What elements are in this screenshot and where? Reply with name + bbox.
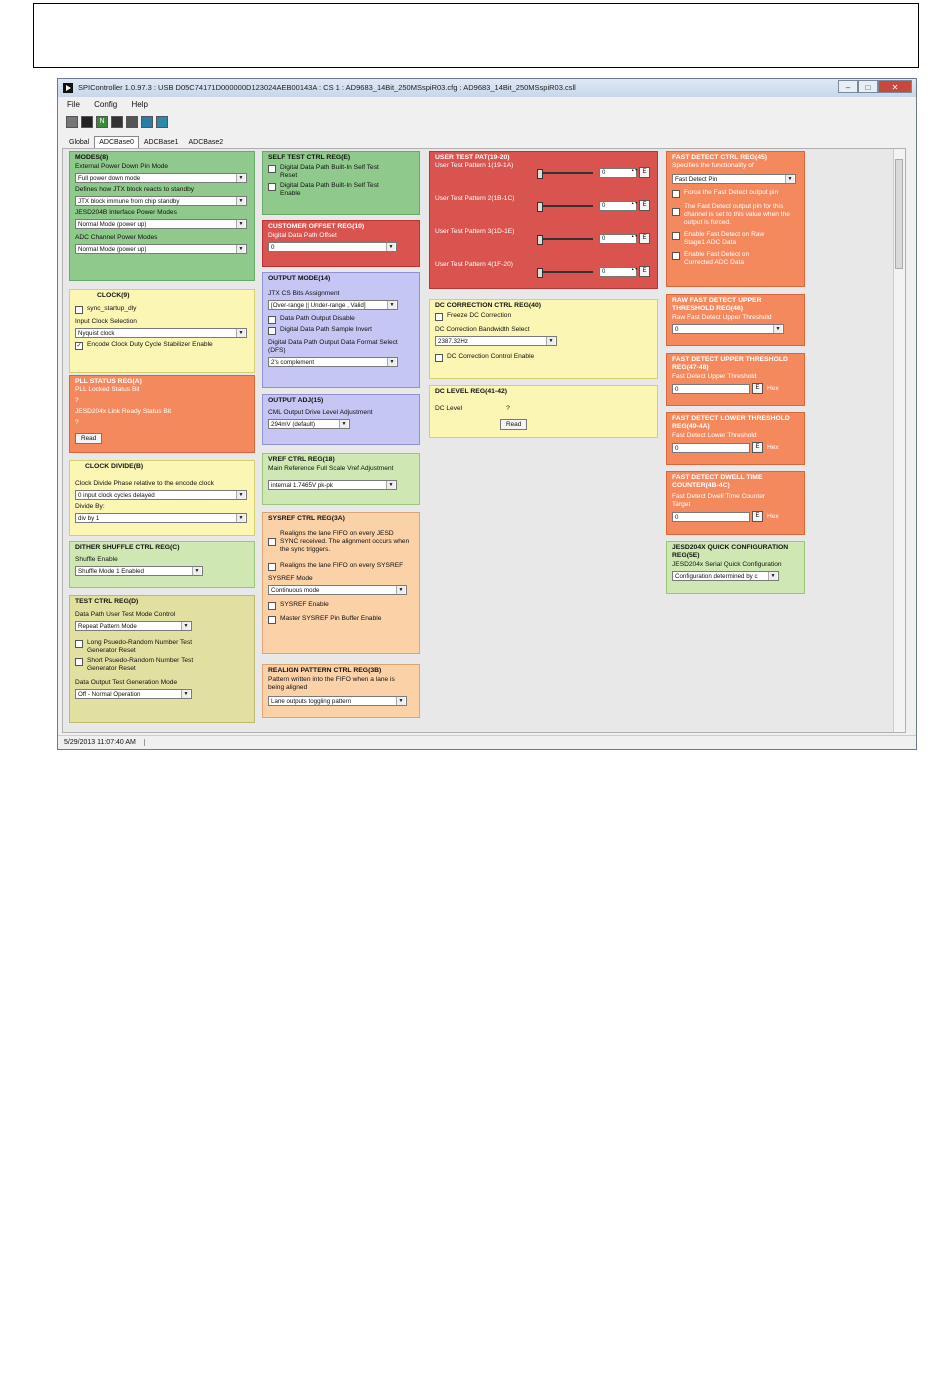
chevron-down-icon: ▼ [192,567,201,575]
panel-dwell-time [666,471,805,535]
realign-on-sync-checkbox[interactable]: Realigns the lane FIFO on every JESD SYNC received. The alignment occurs when the sync triggers. [268,530,413,554]
label: DC Level [435,405,463,412]
fd-raw-stage1-checkbox[interactable]: Enable Fast Detect on Raw Stage1 ADC Data [672,231,784,247]
tab-adcbase2[interactable]: ADCBase2 [188,139,224,146]
input-clock-dropdown[interactable]: Nyquist clock ▼ [75,328,247,338]
user-test-pattern-row [435,162,652,195]
realign-pattern-dropdown[interactable]: Lane outputs toggling pattern ▼ [268,696,407,706]
checkbox-icon [435,313,443,321]
chevron-down-icon: ▼ [396,586,405,594]
pattern-slider[interactable] [537,203,593,208]
pll-locked-value: ? [75,397,79,404]
pattern-value-input[interactable]: 0 ▲▼ [599,168,637,178]
checkbox-icon [75,640,83,648]
data-format-dropdown[interactable]: 2's complement ▼ [268,357,398,367]
bist-reset-checkbox[interactable]: Digital Data Path Built-In Self Test Reset [268,164,386,180]
checkbox-icon [672,190,680,198]
minimize-button[interactable]: – [838,80,858,93]
checkbox-icon [268,316,276,324]
scrollbar-thumb[interactable] [895,159,903,269]
panel-title: CLOCK(9) [97,292,130,299]
jtx-cs-bits-dropdown[interactable]: [Over-range || Under-range , Valid] ▼ [268,300,398,310]
status-timestamp: 5/29/2013 11:07:40 AM [64,739,145,746]
panel-test-ctrl [69,595,255,723]
label: Pattern written into the FIFO when a lane is being aligned [268,676,395,691]
label: Raw Fast Detect Upper Threshold [672,314,772,321]
panel-title: REALIGN PATTERN CTRL REG(3B) [268,667,382,674]
chevron-down-icon: ▼ [785,175,794,183]
label: User Test Pattern 3(1D-1E) [435,228,515,235]
hex-label: Hex [767,513,779,521]
label: Data Output Test Generation Mode [75,679,178,686]
panel-title: MODES(8) [75,154,109,161]
pattern-slider[interactable] [537,236,593,241]
panel-upper-threshold [666,353,805,406]
label: JTX CS Bits Assignment [268,290,340,297]
chevron-down-icon: ▼ [773,325,782,333]
read-button[interactable]: Read [75,433,102,444]
menu-bar [58,98,151,112]
pattern-slider[interactable] [537,170,593,175]
dc-correction-enable-checkbox[interactable]: DC Correction Control Enable [435,353,652,362]
label: External Power Down Pin Mode [75,163,169,170]
checkbox-icon [435,354,443,362]
spi-controller-window [57,78,917,750]
user-test-pattern-row [435,261,652,289]
close-button[interactable]: ✕ [878,80,912,93]
upper-threshold-e-button[interactable]: E [752,383,763,394]
checkbox-icon [268,538,276,546]
chevron-down-icon: ▼ [387,301,396,309]
panel-title: OUTPUT ADJ(15) [268,397,324,404]
label: Fast Detect Upper Threshold [672,373,757,380]
label: JESD204x Serial Quick Configuration [672,561,782,568]
realign-on-sysref-checkbox[interactable]: Realigns the lane FIFO on every SYSREF [268,562,414,571]
upper-threshold-input[interactable]: 0 [672,384,750,394]
chart-icon[interactable] [141,116,153,128]
panel-dither-shuffle [69,541,255,588]
tab-global[interactable]: Global [69,139,90,146]
chevron-down-icon: ▼ [236,174,245,182]
link-ready-value: ? [75,419,79,426]
label: Fast Detect Dwell Time Counter Target [672,493,766,508]
panel-title: TEST CTRL REG(D) [75,598,139,605]
label: Input Clock Selection [75,318,137,325]
fd-corrected-checkbox[interactable]: Enable Fast Detect on Corrected ADC Data [672,251,772,267]
chevron-down-icon: ▼ [236,329,245,337]
sysref-enable-checkbox[interactable]: SYSREF Enable [268,601,414,610]
menu-file[interactable]: File [67,100,80,109]
chevron-down-icon: ▼ [181,690,190,698]
vertical-scrollbar[interactable] [893,149,905,732]
label: User Test Pattern 1(19-1A) [435,162,514,169]
checkbox-icon [268,602,276,610]
panel-user-test-pattern [429,151,658,289]
pattern-value-input[interactable]: 0 ▲▼ [599,201,637,211]
shuffle-enable-dropdown[interactable]: Shuffle Mode 1 Enabled ▼ [75,566,203,576]
panel-clock [69,289,255,373]
pattern-e-button[interactable]: E [639,167,650,178]
checkbox-icon [75,306,83,314]
data-path-offset-dropdown[interactable]: 0 ▼ [268,242,397,252]
sample-invert-checkbox[interactable]: Digital Data Path Sample Invert [268,326,414,335]
chevron-down-icon: ▼ [236,245,245,253]
panel-title: PLL STATUS REG(A) [75,378,142,385]
panel-customer-offset [262,220,420,267]
short-prn-reset-checkbox[interactable]: Short Psuedo-Random Number Test Generator Reset [75,657,195,673]
dc-bandwidth-dropdown[interactable]: 2387.32Hz ▼ [435,336,557,346]
panel-title: VREF CTRL REG(18) [268,456,335,463]
menu-config[interactable]: Config [94,100,118,109]
checkbox-icon [268,327,276,335]
panel-pll-status [69,375,255,453]
register-panel-area [62,148,906,733]
pattern-value-input[interactable]: 0 ▲▼ [599,267,637,277]
panel-output-mode [262,272,420,388]
label: JESD204B Interface Power Modes [75,209,177,216]
label: Data Path User Test Mode Control [75,611,176,618]
checkbox-icon [672,232,680,240]
bist-enable-checkbox[interactable]: Digital Data Path Built-In Self Test Enable [268,182,386,198]
label: User Test Pattern 2(1B-1C) [435,195,515,202]
panel-dc-level [429,385,658,438]
grid-icon[interactable] [126,116,138,128]
new-icon[interactable] [66,116,78,128]
jesd-power-mode-dropdown[interactable]: Normal Mode (power up) ▼ [75,219,247,229]
clock-divide-phase-dropdown[interactable]: 0 input clock cycles delayed ▼ [75,490,247,500]
lower-threshold-input[interactable]: 0 [672,443,750,453]
hex-label: Hex [767,385,779,393]
panel-modes [69,151,255,281]
dwell-counter-e-button[interactable]: E [752,511,763,522]
panel-vref-ctrl [262,453,420,505]
panel-realign-pattern [262,664,420,718]
duty-cycle-stabilizer-checkbox[interactable]: ✓ Encode Clock Duty Cycle Stabilizer Enable [76,341,213,349]
tab-adcbase0[interactable]: ADCBase0 [94,136,139,149]
chevron-down-icon: ▼ [386,243,395,251]
checkbox-icon [672,208,680,216]
chevron-down-icon: ▼ [181,622,190,630]
checkbox-icon [75,658,83,666]
freeze-dc-correction-checkbox[interactable]: Freeze DC Correction [435,312,652,321]
label: Fast Detect Lower Threshold [672,432,757,439]
panel-title: USER TEST PAT(19-20) [435,154,510,161]
chevron-down-icon: ▼ [768,572,777,580]
panel-title: DC LEVEL REG(41-42) [435,388,508,395]
panel-output-adj [262,394,420,445]
panel-title: SYSREF CTRL REG(3A) [268,515,345,522]
checkbox-icon [268,183,276,191]
user-test-mode-dropdown[interactable]: Repeat Pattern Mode ▼ [75,621,192,631]
lower-threshold-e-button[interactable]: E [752,442,763,453]
settings-icon[interactable] [156,116,168,128]
label: User Test Pattern 4(1F-20) [435,261,513,268]
chevron-down-icon: ▼ [236,491,245,499]
fast-detect-function-dropdown[interactable]: Fast Detect Pin ▼ [672,174,796,184]
panel-title: FAST DETECT CTRL REG(45) [672,154,768,161]
panel-lower-threshold [666,412,805,465]
panel-title: FAST DETECT DWELL TIME COUNTER(4B-4C) [672,474,763,489]
output-disable-checkbox[interactable]: Data Path Output Disable [268,315,414,324]
chevron-down-icon: ▼ [236,514,245,522]
label: DC Correction Bandwidth Select [435,326,530,333]
label: ADC Channel Power Modes [75,234,158,241]
panel-title: SELF TEST CTRL REG(E) [268,154,351,161]
panel-dc-correction [429,299,658,379]
pattern-slider[interactable] [537,269,593,274]
panel-clock-divide [69,460,255,536]
toolbar [66,116,168,130]
label: JESD204x Link Ready Status Bit [75,408,172,415]
page-header-box [33,3,919,68]
label: CML Output Drive Level Adjustment [268,409,373,416]
jesd-quick-config-dropdown[interactable]: Configuration determined by c ▼ [672,571,779,581]
divide-by-dropdown[interactable]: div by 1 ▼ [75,513,247,523]
save-icon[interactable] [81,116,93,128]
panel-title: OUTPUT MODE(14) [268,275,331,282]
checkbox-icon [268,563,276,571]
checkbox-icon [268,616,276,624]
chevron-down-icon: ▼ [386,481,395,489]
jtx-standby-dropdown[interactable]: JTX block immune from chip standby ▼ [75,196,247,206]
adc-power-mode-dropdown[interactable]: Normal Mode (power up) ▼ [75,244,247,254]
label: Digital Data Path Offset [268,232,337,239]
panel-title: CLOCK DIVIDE(B) [85,463,144,470]
check-mark-icon: ✓ [76,343,82,349]
pattern-e-button[interactable]: E [639,233,650,244]
checkbox-icon [672,252,680,260]
chevron-down-icon: ▼ [339,420,348,428]
title-bar [58,79,916,97]
label: Defines how JTX block reacts to standby [75,186,195,193]
label: Digital Data Path Output Data Format Select (DFS) [268,339,398,354]
fd-forced-value-checkbox[interactable]: The Fast Detect output pin for this channel is set to this value when the output is forced. [672,203,799,227]
status-bar [58,735,916,750]
label: Main Reference Full Scale Vref Adjustment [268,465,394,472]
long-prn-reset-checkbox[interactable]: Long Psuedo-Random Number Test Generator Reset [75,639,195,655]
label: Clock Divide Phase relative to the encode clock [75,480,214,487]
panel-raw-upper-threshold [666,294,805,346]
menu-help[interactable]: Help [131,100,148,109]
chevron-down-icon: ▼ [546,337,555,345]
n-icon[interactable]: N [96,116,108,128]
label: PLL Locked Status Bit [75,386,140,393]
pattern-e-button[interactable]: E [639,266,650,277]
app-icon [63,83,73,93]
label: Shuffle Enable [75,556,118,563]
chevron-down-icon: ▼ [236,197,245,205]
sync-startup-checkbox[interactable]: sync_startup_dly [75,305,249,314]
master-sysref-buffer-checkbox[interactable]: Master SYSREF Pin Buffer Enable [268,615,414,624]
tab-strip [64,136,228,148]
pattern-e-button[interactable]: E [639,200,650,211]
force-fd-pin-checkbox[interactable]: Force the Fast Detect output pin [672,189,799,198]
label: Specifies the functionality of [672,162,754,169]
panel-title: DITHER SHUFFLE CTRL REG(C) [75,544,180,551]
panel-title: DC CORRECTION CTRL REG(40) [435,302,541,309]
chevron-down-icon: ▼ [387,358,396,366]
tab-adcbase1[interactable]: ADCBase1 [143,139,179,146]
panel-title: FAST DETECT LOWER THRESHOLD REG(49-4A) [672,415,790,430]
panel-jesd-quick-config [666,541,805,594]
chevron-down-icon: ▼ [236,220,245,228]
cml-drive-level-dropdown[interactable]: 294mV (default) ▼ [268,419,350,429]
raw-upper-threshold-dropdown[interactable]: 0 ▼ [672,324,784,334]
checkbox-icon [268,165,276,173]
chevron-down-icon: ▼ [396,697,405,705]
vref-adjust-dropdown[interactable]: internal 1.7465V pk-pk ▼ [268,480,397,490]
panel-title: JESD204X QUICK CONFIGURATION REG(5E) [672,544,789,559]
user-test-pattern-row [435,228,652,261]
label: SYSREF Mode [268,575,313,582]
panel-title: FAST DETECT UPPER THRESHOLD REG(47-48) [672,356,788,371]
dc-level-value: ? [506,405,510,412]
window-title: SPIController 1.0.97.3 : USB D05C74171D000000D123024AEB00143A : CS 1 : AD9683_14Bit_250MSspiR03.cfg : AD9683_14Bit_250MSspiR03.csll [78,83,576,92]
power-down-pin-mode-dropdown[interactable]: Full power down mode ▼ [75,173,247,183]
sysref-mode-dropdown[interactable]: Continuous mode ▼ [268,585,407,595]
dwell-counter-input[interactable]: 0 [672,512,750,522]
panel-title: RAW FAST DETECT UPPER THRESHOLD REG(46) [672,297,762,312]
panel-sysref-ctrl [262,512,420,654]
pattern-value-input[interactable]: 0 ▲▼ [599,234,637,244]
record-icon[interactable] [111,116,123,128]
label: Divide By: [75,503,105,510]
output-test-mode-dropdown[interactable]: Off - Normal Operation ▼ [75,689,192,699]
panel-fast-detect-ctrl [666,151,805,287]
read-dc-level-button[interactable]: Read [500,419,527,430]
panel-title: CUSTOMER OFFSET REG(10) [268,223,365,230]
user-test-pattern-row [435,195,652,228]
hex-label: Hex [767,444,779,452]
maximize-button[interactable]: □ [858,80,878,93]
panel-self-test [262,151,420,215]
